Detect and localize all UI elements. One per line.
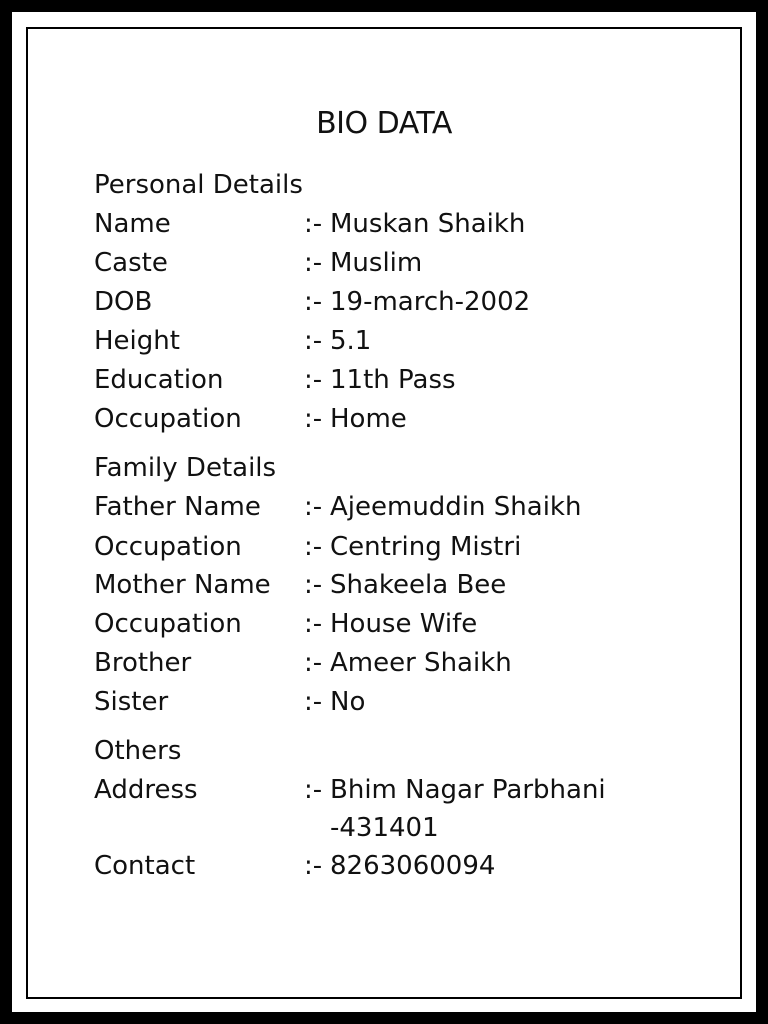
personal-row-name bbox=[94, 209, 654, 241]
page-title: BIO DATA bbox=[316, 106, 452, 141]
personal-row-dob bbox=[94, 287, 654, 319]
personal-row-height bbox=[94, 326, 654, 358]
row-value: 19-march-2002 bbox=[330, 287, 531, 317]
row-separator: :- bbox=[304, 248, 323, 278]
row-separator: :- bbox=[304, 851, 323, 881]
row-separator: :- bbox=[304, 570, 323, 600]
row-value: No bbox=[330, 687, 366, 717]
row-separator: :- bbox=[304, 532, 323, 562]
row-label: Occupation bbox=[94, 532, 242, 562]
row-value: Ameer Shaikh bbox=[330, 648, 512, 678]
row-label: Name bbox=[94, 209, 171, 239]
row-separator: :- bbox=[304, 609, 323, 639]
row-value: Muskan Shaikh bbox=[330, 209, 526, 239]
row-value: Centring Mistri bbox=[330, 532, 522, 562]
others-row-contact bbox=[94, 851, 654, 883]
row-separator: :- bbox=[304, 404, 323, 434]
personal-row-caste bbox=[94, 248, 654, 280]
row-separator: :- bbox=[304, 326, 323, 356]
family-row-father-occupation bbox=[94, 532, 654, 564]
others-row-address bbox=[94, 775, 654, 807]
row-label: Address bbox=[94, 775, 198, 805]
row-label: Mother Name bbox=[94, 570, 271, 600]
row-label: Caste bbox=[94, 248, 168, 278]
row-label: Sister bbox=[94, 687, 169, 717]
family-details-heading: Family Details bbox=[94, 453, 277, 483]
family-row-brother bbox=[94, 648, 654, 680]
row-label: Occupation bbox=[94, 609, 242, 639]
family-row-mother-occupation bbox=[94, 609, 654, 641]
row-label: DOB bbox=[94, 287, 153, 317]
row-label: Height bbox=[94, 326, 180, 356]
row-value: 11th Pass bbox=[330, 365, 456, 395]
personal-row-education bbox=[94, 365, 654, 397]
personal-row-occupation bbox=[94, 404, 654, 436]
row-separator: :- bbox=[304, 287, 323, 317]
row-separator: :- bbox=[304, 775, 323, 805]
address-continuation: -431401 bbox=[330, 813, 439, 843]
row-label: Father Name bbox=[94, 492, 261, 522]
family-row-father-name bbox=[94, 492, 654, 524]
row-label: Brother bbox=[94, 648, 192, 678]
family-row-sister bbox=[94, 687, 654, 719]
row-value: 8263060094 bbox=[330, 851, 496, 881]
others-heading: Others bbox=[94, 736, 182, 766]
row-label: Occupation bbox=[94, 404, 242, 434]
row-value: 5.1 bbox=[330, 326, 372, 356]
row-separator: :- bbox=[304, 648, 323, 678]
row-separator: :- bbox=[304, 365, 323, 395]
row-separator: :- bbox=[304, 209, 323, 239]
row-separator: :- bbox=[304, 492, 323, 522]
row-value: Home bbox=[330, 404, 407, 434]
row-separator: :- bbox=[304, 687, 323, 717]
row-value: Ajeemuddin Shaikh bbox=[330, 492, 582, 522]
family-row-mother-name bbox=[94, 570, 654, 602]
row-value: House Wife bbox=[330, 609, 478, 639]
row-value: Shakeela Bee bbox=[330, 570, 507, 600]
row-label: Education bbox=[94, 365, 224, 395]
personal-details-heading: Personal Details bbox=[94, 170, 303, 200]
row-value: Bhim Nagar Parbhani bbox=[330, 775, 606, 805]
row-label: Contact bbox=[94, 851, 196, 881]
row-value: Muslim bbox=[330, 248, 423, 278]
